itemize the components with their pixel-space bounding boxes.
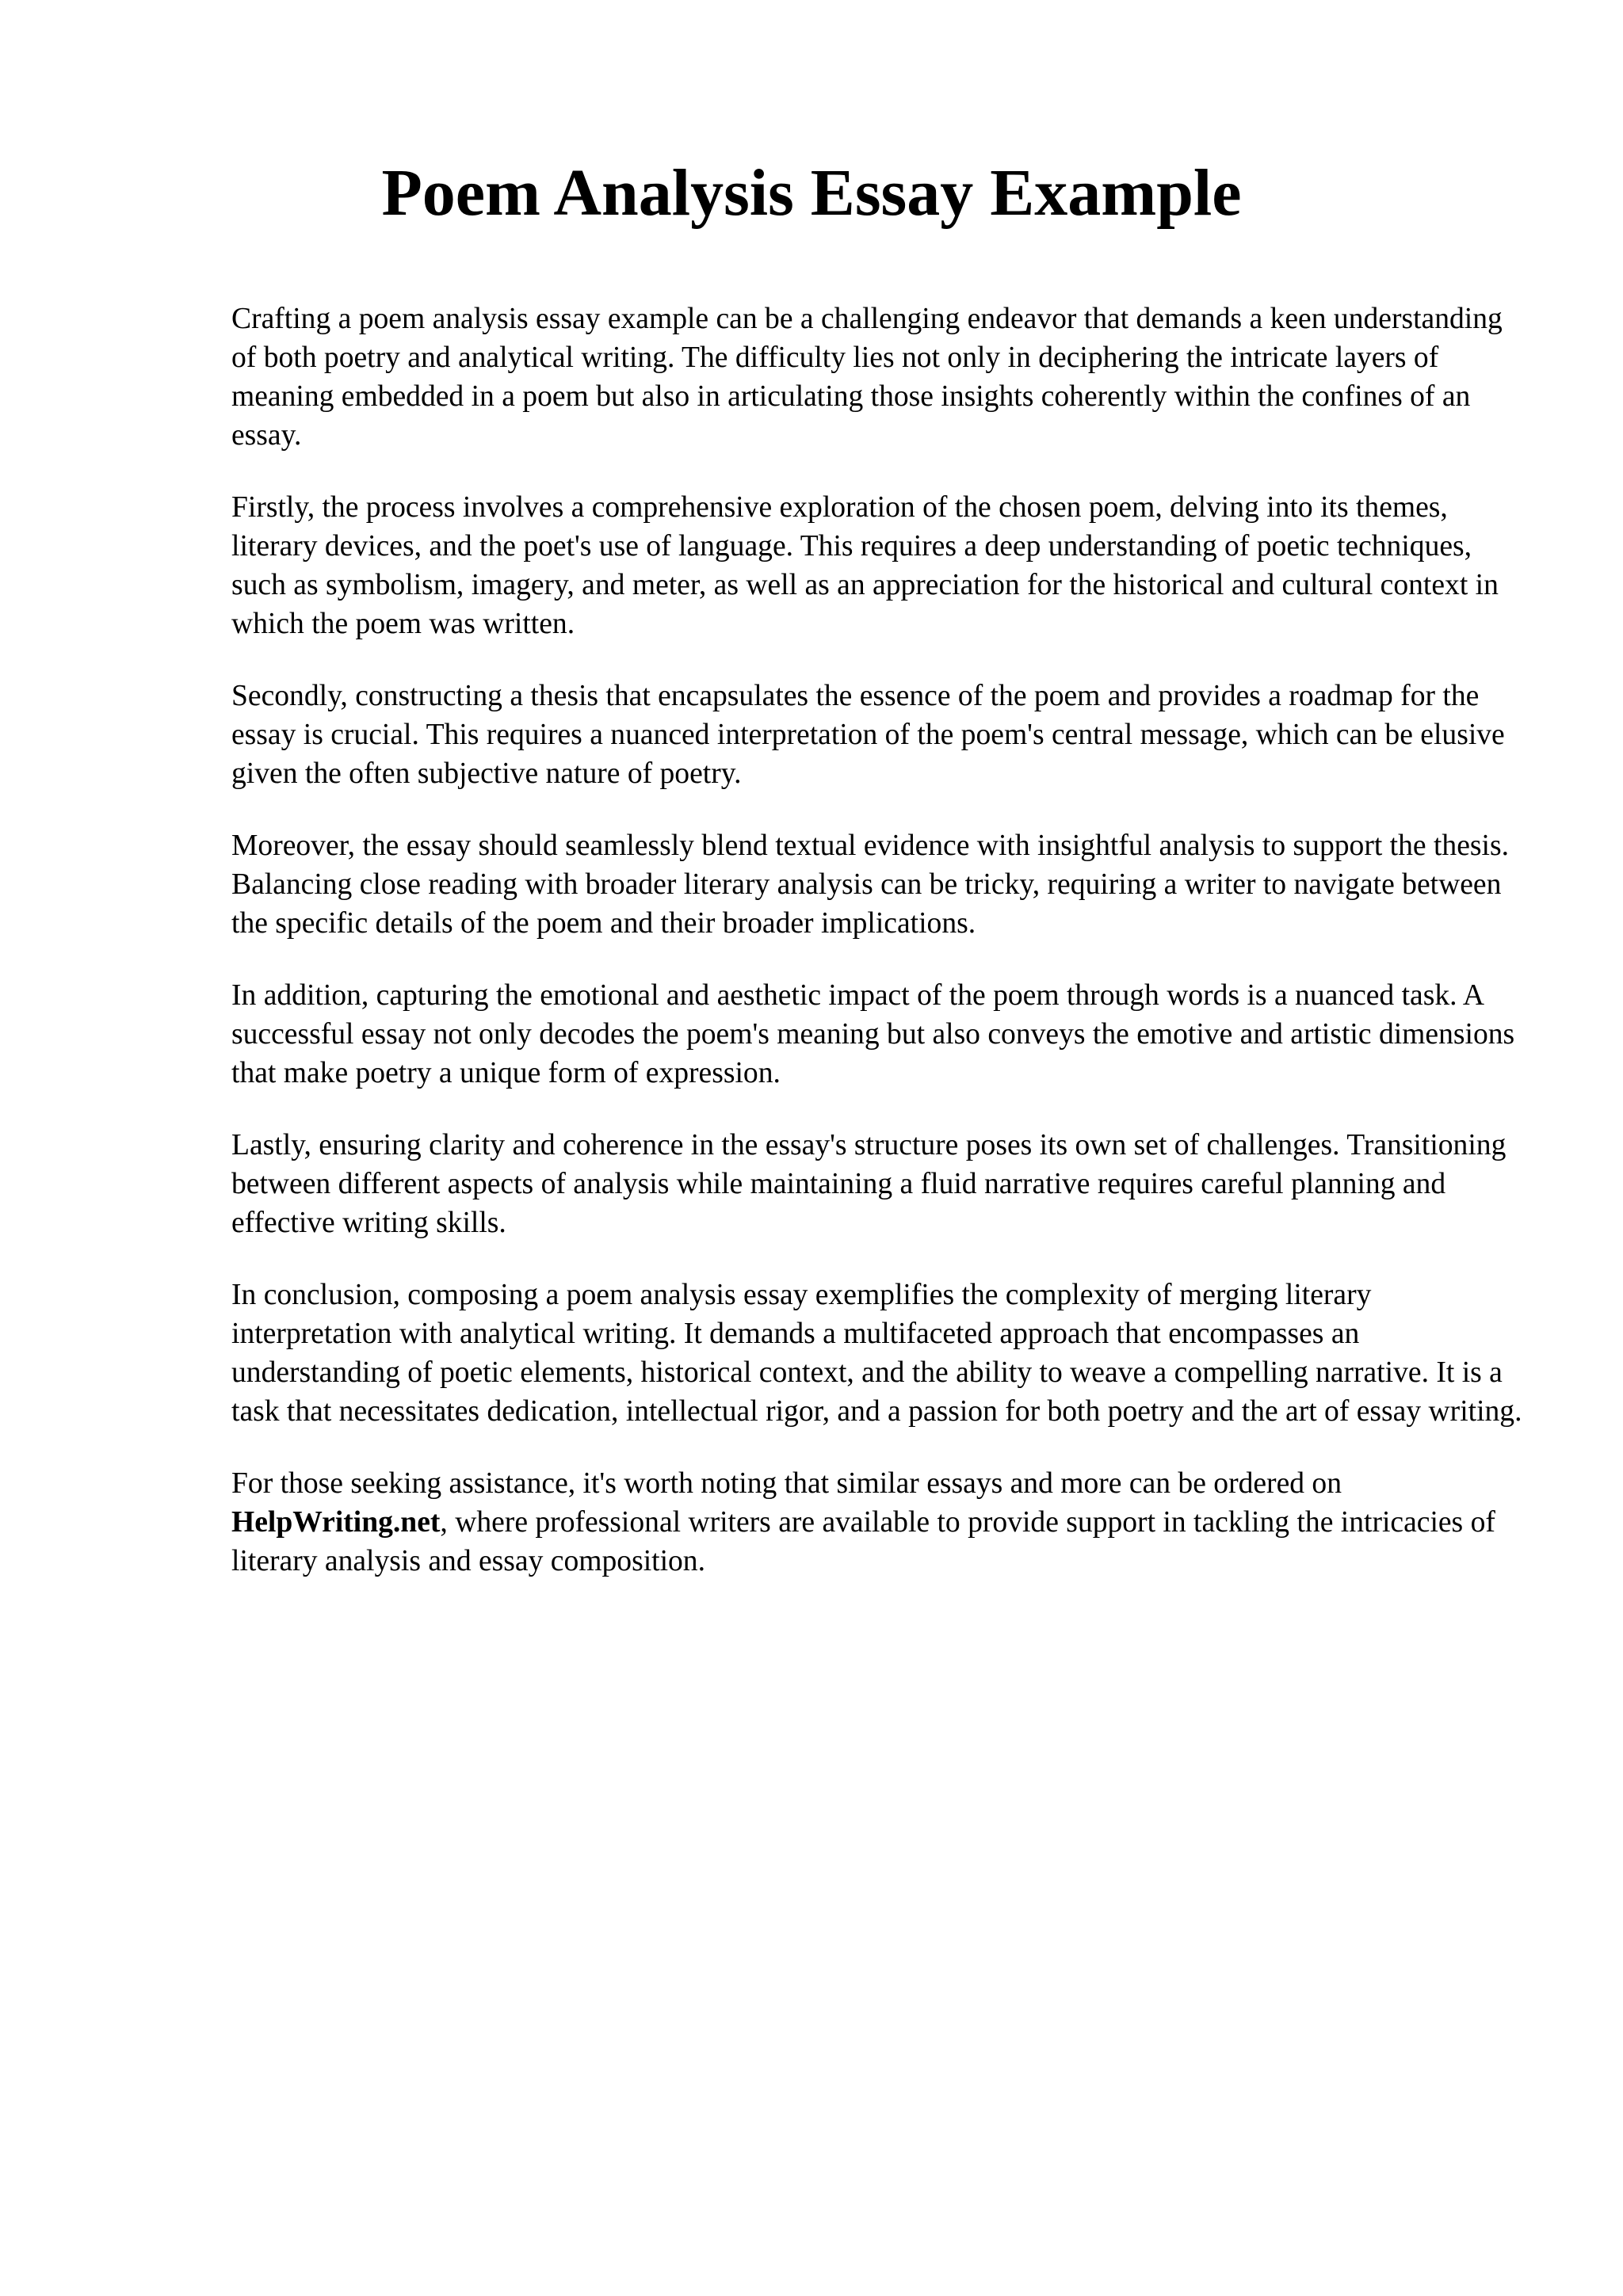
paragraph-firstly: Firstly, the process involves a comprehensive exploration of the chosen poem, delving into its themes, literary devices, and the poet's use of language. This requires a deep understanding of poetic techniques, such as symbolism, imagery, and meter, as well as an appreciation for the historical and cultural context in which the poem was written. — [231, 491, 1499, 640]
document-title: Poem Analysis Essay Example — [381, 156, 1242, 230]
closing-text-after: , where professional writers are available to provide support in tackling the intricacies of literary analysis and essay composition. — [231, 1506, 1495, 1577]
paragraph-lastly: Lastly, ensuring clarity and coherence in the essay's structure poses its own set of challenges. Transitioning between different aspects of analysis while maintaining a fluid narrative requires careful planning and effective writing skills. — [231, 1129, 1507, 1239]
paragraph-closing — [231, 1464, 1531, 1581]
document-body — [231, 299, 1531, 1614]
closing-text-before: For those seeking assistance, it's worth noting that similar essays and more can be ordered on — [231, 1467, 1342, 1500]
paragraph-in-addition: In addition, capturing the emotional and aesthetic impact of the poem through words is a nuanced task. A successful essay not only decodes the poem's meaning but also conveys the emotive and artistic dimensions that make poetry a unique form of expression. — [231, 979, 1515, 1089]
paragraph-conclusion: In conclusion, composing a poem analysis essay exemplifies the complexity of merging literary interpretation with analytical writing. It demands a multifaceted approach that encompasses an understanding of poetic elements, historical context, and the ability to weave a compelling narrative. It is a task that necessitates dedication, intellectual rigor, and a passion for both poetry and the art of essay writing. — [231, 1279, 1522, 1428]
helpwriting-link[interactable]: HelpWriting.net — [231, 1506, 441, 1539]
paragraph-moreover: Moreover, the essay should seamlessly blend textual evidence with insightful analysis to support the thesis. Balancing close reading with broader literary analysis can be tricky, requiring a writer to navigate between the specific details of the poem and their broader implications. — [231, 830, 1509, 940]
paragraph-secondly: Secondly, constructing a thesis that encapsulates the essence of the poem and provides a roadmap for the essay is crucial. This requires a nuanced interpretation of the poem's central message, which can be elusive given the often subjective nature of poetry. — [231, 680, 1505, 790]
paragraph-intro: Crafting a poem analysis essay example can be a challenging endeavor that demands a keen understanding of both poetry and analytical writing. The difficulty lies not only in deciphering the intricate layers of meaning embedded in a poem but also in articulating those insights coherently within the confines of an essay. — [231, 303, 1503, 452]
